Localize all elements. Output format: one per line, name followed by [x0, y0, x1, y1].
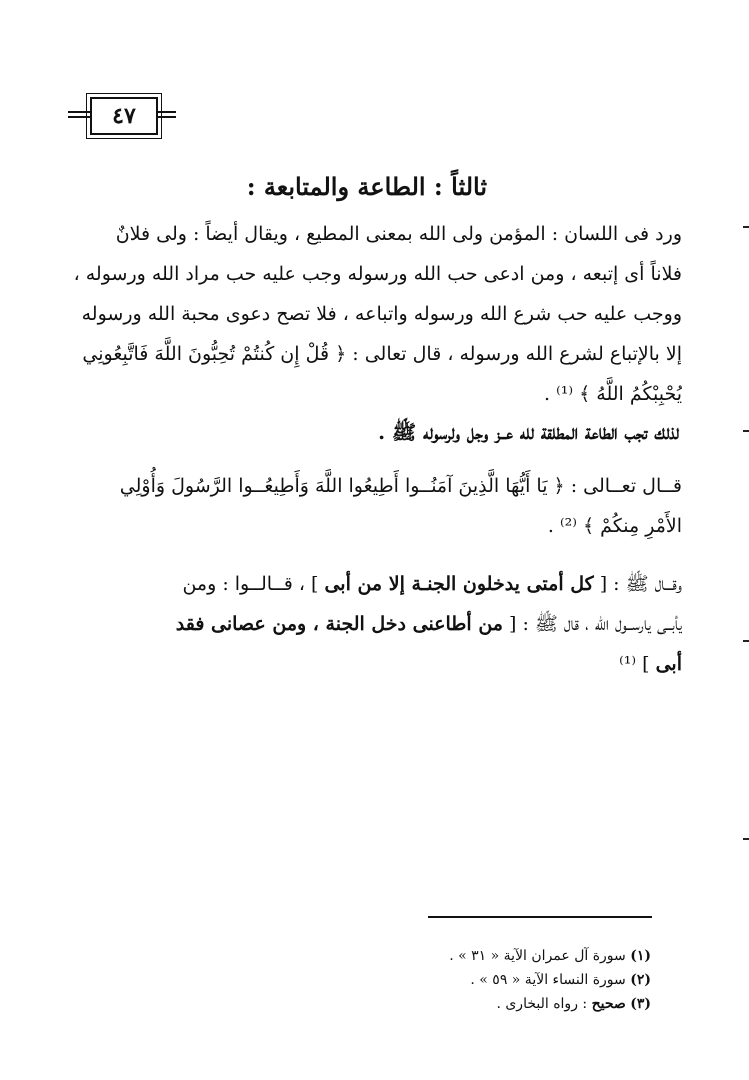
footnote-number: (١)	[630, 948, 651, 964]
heading-obedience: لذلك تجب الطاعة المطلقة لله عــز وجل ولرسوله ﷺ .	[378, 420, 679, 444]
paragraph-3-line	[70, 644, 682, 684]
scan-edge-mark	[743, 226, 749, 228]
page-number-rule-left	[68, 111, 90, 113]
hadith-footnote-ref: ] ⁽¹⁾	[619, 653, 656, 675]
paragraph-1-line: يُحْبِبْكُمُ اللَّهُ ﴾ ⁽¹⁾ .	[544, 383, 682, 405]
section-title: ثالثاً : الطاعة والمتابعة :	[246, 172, 487, 201]
paragraph-1-line: ورد فى اللسان : المؤمن ولى الله بمعنى المطيع ، ويقال أيضاً : ولى فلانٌ	[115, 223, 682, 245]
footnote-3	[251, 992, 651, 1016]
scan-edge-mark	[743, 640, 749, 642]
paragraph-2-line: الأَمْرِ مِنكُمْ ﴾ ⁽²⁾ .	[547, 515, 682, 537]
footnote-separator	[428, 916, 652, 918]
footnote-text: سورة النساء الآية « ٥٩ » .	[470, 972, 631, 988]
paragraph-2-line: قــال تعــالى : ﴿ يَا أَيُّهَا الَّذِينَ آمَنُــوا أَطِيعُوا اللَّهَ وَأَطِيعُــوا الرَّسُولَ وَأُوْلِي	[119, 475, 682, 497]
paragraph-3	[70, 564, 682, 684]
hadith-continuation: ] ، قــالــوا : ومن	[182, 573, 325, 595]
footnote-2	[251, 968, 651, 992]
paragraph-1-line: ووجب عليه حب شرع الله ورسوله واتباعه ، فلا تصح دعوى محبة الله ورسوله	[81, 303, 682, 325]
footnote-number: (٢)	[630, 972, 651, 988]
paragraph-2	[70, 466, 682, 546]
paragraph-1-line: فلاناً أى إتبعه ، ومن ادعى حب الله ورسوله وجب عليه حب مراد الله ورسوله ،	[73, 263, 682, 285]
paragraph-3-line	[70, 564, 682, 604]
hadith-answer: من أطاعنى دخل الجنة ، ومن عصانى فقد	[175, 613, 503, 635]
paragraph-1	[70, 214, 682, 414]
page-number: ٤٧	[90, 97, 158, 135]
footnote-text: سورة آل عمران الآية « ٣١ » .	[449, 948, 631, 964]
page-number-rule-left-2	[68, 116, 90, 118]
footnote-number: (٣)	[630, 996, 651, 1012]
footnote-1	[251, 944, 651, 968]
hadith-text: كل أمتى يدخلون الجنـة إلا من أبى	[324, 573, 594, 595]
hadith-answer-end: أبى	[655, 653, 682, 675]
scan-edge-mark	[743, 838, 749, 840]
hadith-intro: وقـــال ﷺ : [	[593, 573, 682, 595]
scan-edge-mark	[743, 430, 749, 432]
paragraph-1-line: إلا بالإتباع لشرع الله ورسوله ، قال تعالى : ﴿ قُلْ إِن كُنتُمْ تُحِبُّونَ اللَّهَ فَاتَّبِعُونِي	[82, 343, 682, 365]
paragraph-3-line	[70, 604, 682, 644]
hadith-question: يأبــى يارســول الله ، قال ﷺ : [	[502, 613, 682, 635]
page-number-frame	[68, 97, 176, 135]
footnote-text: : رواه البخارى .	[496, 996, 592, 1012]
footnote-grade: صحيح	[591, 996, 626, 1012]
